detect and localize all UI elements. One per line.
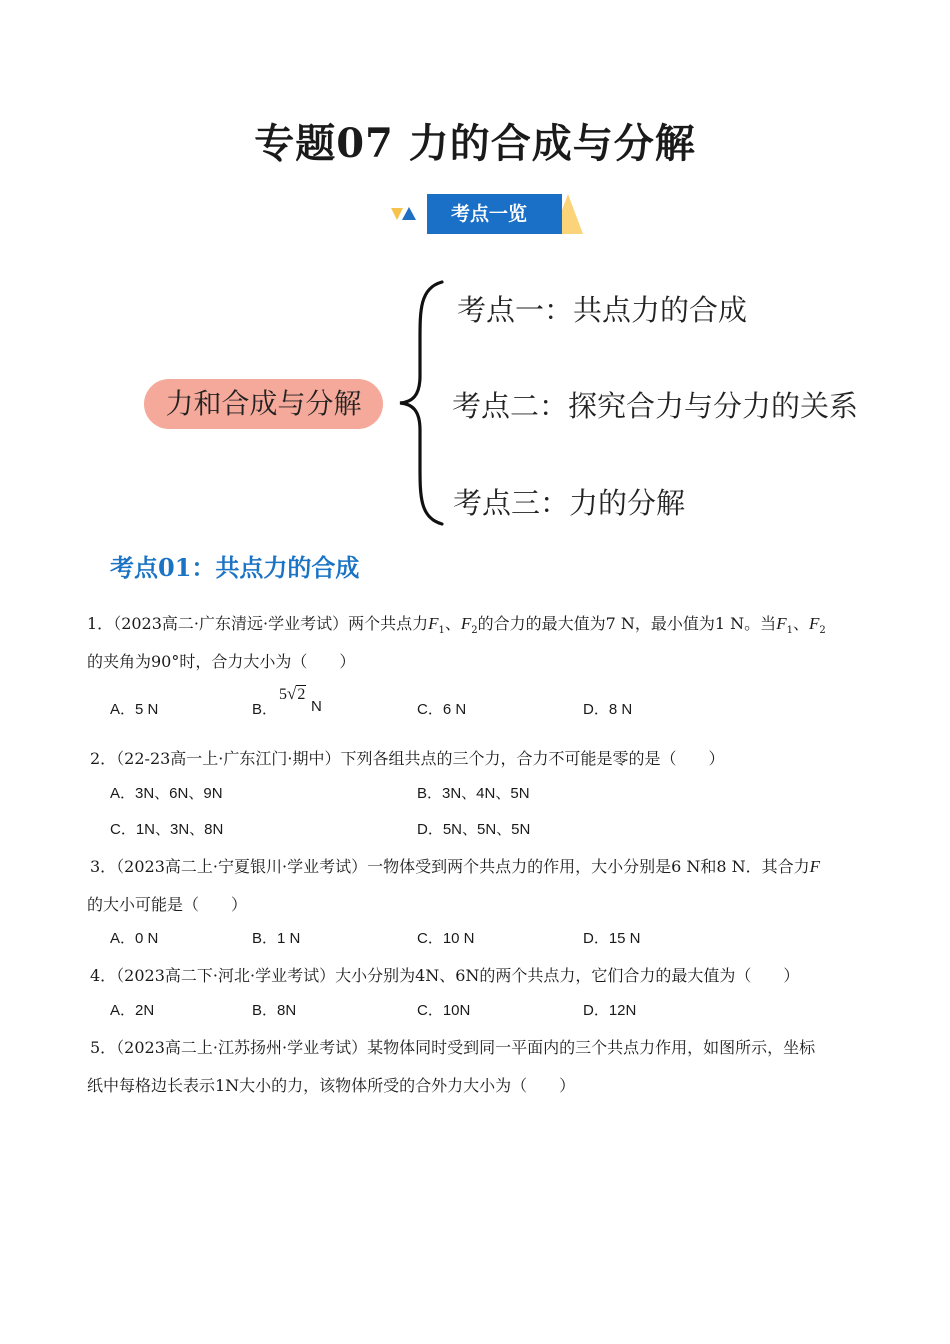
mindmap-item-1: 考点一：共点力的合成 [457, 293, 748, 327]
separator: 、 [444, 614, 461, 633]
option-d: D．12N [583, 1002, 637, 1019]
curly-brace-icon [396, 280, 446, 526]
mindmap-root: 力和合成与分解 [144, 379, 383, 429]
section-heading: 考点01：共点力的合成 [110, 553, 360, 582]
question-1-line-1 [87, 611, 826, 636]
question-3-line-2: 的大小可能是（ ） [87, 895, 248, 914]
banner-triangle-blue [402, 207, 416, 220]
subscript: 2 [819, 625, 826, 637]
separator: 、 [792, 614, 809, 633]
option-c: C．6 N [417, 701, 467, 718]
question-4-line-1: 4．（2023高二下·河北·学业考试）大小分别为4N、6N的两个共点力，它们合力的最大值为（ ） [90, 966, 800, 985]
question-text: 3．（2023高二上·宁夏银川·学业考试）一物体受到两个共点力的作用，大小分别是6 N和8 N．其合力 [90, 857, 810, 876]
option-c: C．10 N [417, 930, 475, 947]
question-5-line-1: 5．（2023高二上·江苏扬州·学业考试）某物体同时受到同一平面内的三个共点力作用，如图所示，坐标 [90, 1038, 816, 1057]
option-a: A．5 N [110, 701, 159, 718]
subscript: 1 [438, 625, 445, 637]
question-2-line-1: 2．（22-23高一上·广东江门·期中）下列各组共点的三个力，合力不可能是零的是（ ） [90, 749, 725, 768]
question-5-line-2: 纸中每格边长表示1N大小的力，该物体所受的合外力大小为（ ） [87, 1076, 576, 1095]
option-d: D．5N、5N、5N [417, 821, 531, 838]
option-b-unit: N [311, 698, 322, 715]
force-symbol: F [428, 614, 439, 633]
sqrt-icon: √ [287, 684, 297, 703]
option-c: C．10N [417, 1002, 471, 1019]
option-a: A．3N、6N、9N [110, 785, 223, 802]
option-a: A．2N [110, 1002, 155, 1019]
mindmap-item-3: 考点三：力的分解 [453, 486, 686, 520]
option-d: D．15 N [583, 930, 641, 947]
question-1-line-2: 的夹角为90°时，合力大小为（ ） [87, 652, 356, 671]
option-b [252, 698, 277, 719]
sqrt-expression [279, 684, 306, 704]
sqrt-radicand: 2 [297, 686, 306, 703]
question-text: （2023高二·广东清远·学业考试）两个共点力 [113, 614, 429, 633]
option-b: B．8N [252, 1002, 297, 1019]
option-d: D．8 N [583, 701, 633, 718]
question-text: 的合力的最大值为7 N，最小值为1 N。当 [477, 614, 777, 633]
force-symbol: F [460, 614, 472, 633]
option-b: B．1 N [252, 930, 301, 947]
option-a: A．0 N [110, 930, 159, 947]
subscript: 2 [471, 625, 478, 637]
force-symbol: F [808, 614, 820, 633]
mindmap-item-2: 考点二：探究合力与分力的关系 [452, 389, 859, 423]
subscript: 1 [786, 625, 793, 637]
section-banner: 考点一览 [427, 194, 562, 234]
force-symbol: F [809, 857, 820, 876]
option-b: B．3N、4N、5N [417, 785, 530, 802]
question-number: 1． [87, 614, 114, 633]
question-3-line-1 [90, 854, 820, 877]
option-c: C．1N、3N、8N [110, 821, 224, 838]
page-title: 专题07 力的合成与分解 [254, 120, 696, 167]
force-symbol: F [776, 614, 787, 633]
sqrt-coefficient: 5 [279, 686, 287, 703]
option-label: B． [252, 701, 278, 718]
